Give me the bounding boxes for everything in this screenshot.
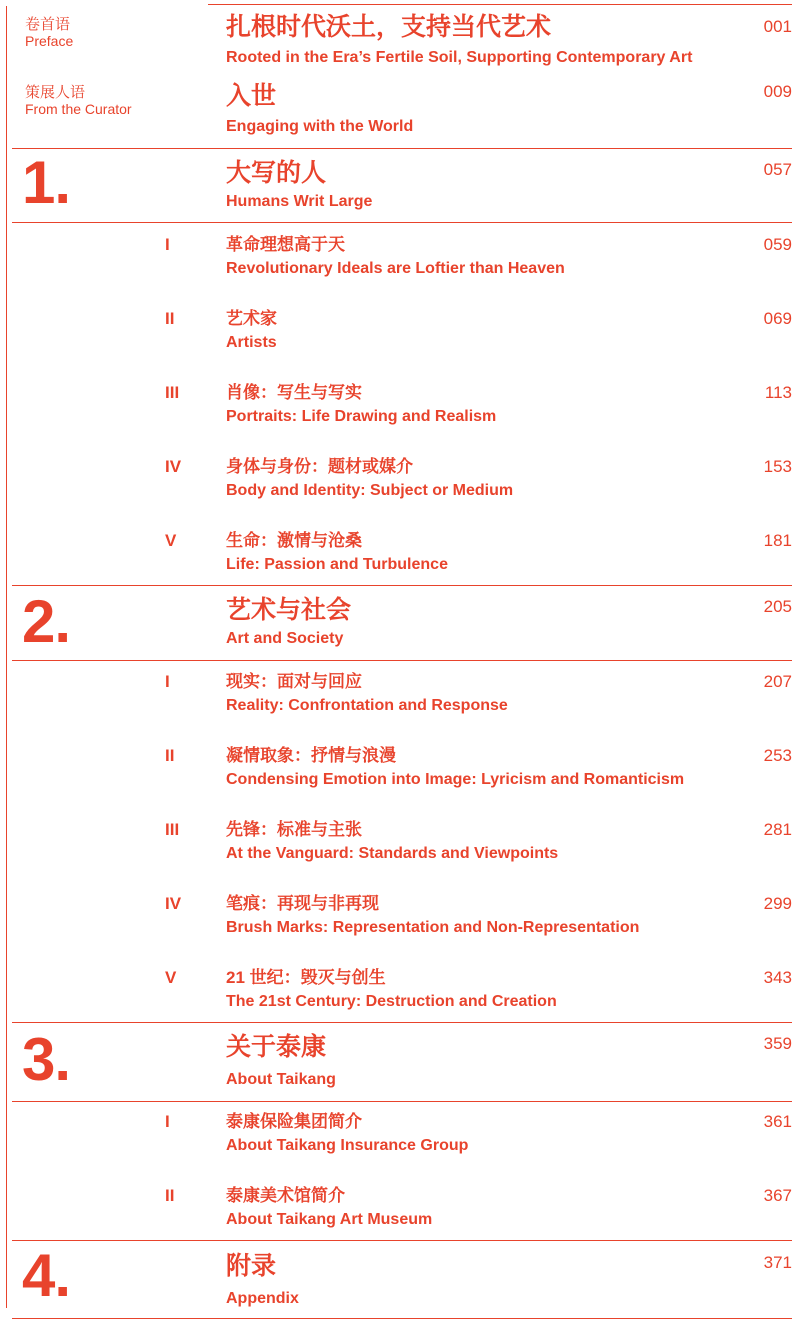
chapter-title-en: Brush Marks: Representation and Non-Representation bbox=[226, 919, 640, 936]
chapter-title-zh: 革命理想高于天 bbox=[226, 235, 345, 254]
section-title-zh: 附录 bbox=[226, 1252, 277, 1280]
preface-title-en: Rooted in the Era’s Fertile Soil, Supporting Contemporary Art bbox=[226, 49, 693, 66]
chapter-title-zh: 身体与身份：题材或媒介 bbox=[226, 457, 413, 476]
chapter-numeral: III bbox=[165, 820, 180, 839]
chapter-title-zh: 笔痕：再现与非再现 bbox=[226, 894, 379, 913]
section-page: 359 bbox=[763, 1034, 792, 1053]
chapter-entry[interactable] bbox=[226, 308, 277, 353]
chapter-title-zh: 泰康美术馆简介 bbox=[226, 1186, 345, 1205]
section-number: 2. bbox=[22, 588, 71, 655]
preface-label bbox=[25, 16, 73, 49]
chapter-entry[interactable] bbox=[226, 967, 557, 1012]
chapter-title-en: About Taikang Art Museum bbox=[226, 1211, 433, 1228]
section-page: 205 bbox=[763, 597, 792, 616]
chapter-page: 343 bbox=[763, 968, 792, 987]
section-title-en: Art and Society bbox=[226, 630, 344, 647]
section-title-en: About Taikang bbox=[226, 1071, 336, 1088]
section-divider bbox=[12, 660, 792, 661]
section-title-zh: 艺术与社会 bbox=[226, 596, 352, 624]
chapter-entry[interactable] bbox=[226, 234, 565, 279]
section-divider bbox=[12, 148, 792, 149]
section-divider bbox=[12, 222, 792, 223]
chapter-title-en: Portraits: Life Drawing and Realism bbox=[226, 408, 497, 425]
chapter-title-zh: 泰康保险集团简介 bbox=[226, 1112, 362, 1131]
section-divider bbox=[12, 1101, 792, 1102]
section-title-en: Appendix bbox=[226, 1290, 299, 1307]
curator-page: 009 bbox=[763, 82, 792, 101]
chapter-title-en: About Taikang Insurance Group bbox=[226, 1137, 469, 1154]
chapter-title-zh: 艺术家 bbox=[226, 309, 277, 328]
chapter-numeral: IV bbox=[165, 457, 182, 476]
chapter-title-zh: 先锋：标准与主张 bbox=[226, 820, 362, 839]
chapter-numeral: I bbox=[165, 235, 170, 254]
chapter-numeral: II bbox=[165, 746, 175, 765]
chapter-entry[interactable] bbox=[226, 530, 448, 575]
section-title-zh: 大写的人 bbox=[226, 159, 327, 187]
curator-label-en: From the Curator bbox=[25, 101, 132, 117]
preface-title-zh: 扎根时代沃土，支持当代艺术 bbox=[226, 13, 552, 41]
chapter-title-en: Revolutionary Ideals are Loftier than Heaven bbox=[226, 260, 565, 277]
chapter-title-en: Condensing Emotion into Image: Lyricism and Romanticism bbox=[226, 771, 685, 788]
chapter-title-en: Life: Passion and Turbulence bbox=[226, 556, 448, 573]
chapter-title-en: Reality: Confrontation and Response bbox=[226, 697, 508, 714]
left-rule bbox=[6, 6, 7, 1308]
curator-label bbox=[25, 84, 132, 117]
chapter-title-zh: 21 世纪：毁灭与创生 bbox=[226, 968, 386, 987]
chapter-entry[interactable] bbox=[226, 671, 508, 716]
chapter-title-en: The 21st Century: Destruction and Creation bbox=[226, 993, 557, 1010]
section-page: 371 bbox=[763, 1253, 792, 1272]
section-divider bbox=[12, 585, 792, 586]
section-2-entry[interactable] bbox=[226, 595, 351, 649]
chapter-page: 059 bbox=[763, 235, 792, 254]
section-3-entry[interactable] bbox=[226, 1032, 336, 1090]
chapter-title-zh: 生命：激情与沧桑 bbox=[226, 531, 362, 550]
chapter-numeral: I bbox=[165, 1112, 170, 1131]
section-page: 057 bbox=[763, 160, 792, 179]
chapter-title-en: Body and Identity: Subject or Medium bbox=[226, 482, 514, 499]
chapter-page: 281 bbox=[763, 820, 792, 839]
chapter-entry[interactable] bbox=[226, 456, 513, 501]
chapter-page: 361 bbox=[763, 1112, 792, 1131]
preface-label-zh: 卷首语 bbox=[25, 16, 71, 33]
section-number: 4. bbox=[22, 1242, 71, 1309]
chapter-page: 069 bbox=[763, 309, 792, 328]
section-4-entry[interactable] bbox=[226, 1251, 299, 1309]
chapter-entry[interactable] bbox=[226, 1111, 468, 1156]
preface-page: 001 bbox=[763, 17, 792, 36]
curator-label-zh: 策展人语 bbox=[25, 84, 86, 101]
chapter-numeral: II bbox=[165, 309, 175, 328]
chapter-title-en: Artists bbox=[226, 334, 277, 351]
chapter-title-zh: 肖像：写生与写实 bbox=[226, 383, 362, 402]
curator-title-zh: 入世 bbox=[226, 82, 277, 110]
section-title-en: Humans Writ Large bbox=[226, 193, 373, 210]
section-divider bbox=[12, 1318, 792, 1319]
chapter-entry[interactable] bbox=[226, 382, 496, 427]
chapter-numeral: V bbox=[165, 968, 177, 987]
chapter-page: 253 bbox=[763, 746, 792, 765]
chapter-entry[interactable] bbox=[226, 745, 684, 790]
chapter-page: 207 bbox=[763, 672, 792, 691]
chapter-title-en: At the Vanguard: Standards and Viewpoints bbox=[226, 845, 559, 862]
chapter-page: 153 bbox=[763, 457, 792, 476]
chapter-title-zh: 现实：面对与回应 bbox=[226, 672, 362, 691]
preface-entry[interactable] bbox=[226, 12, 692, 68]
top-rule bbox=[208, 4, 792, 5]
curator-entry[interactable] bbox=[226, 81, 413, 137]
chapter-numeral: IV bbox=[165, 894, 182, 913]
curator-title-en: Engaging with the World bbox=[226, 118, 414, 135]
chapter-page: 367 bbox=[763, 1186, 792, 1205]
chapter-numeral: V bbox=[165, 531, 177, 550]
section-1-entry[interactable] bbox=[226, 158, 372, 212]
chapter-numeral: I bbox=[165, 672, 170, 691]
chapter-title-zh: 凝情取象：抒情与浪漫 bbox=[226, 746, 396, 765]
chapter-page: 181 bbox=[763, 531, 792, 550]
chapter-page: 299 bbox=[763, 894, 792, 913]
section-divider bbox=[12, 1022, 792, 1023]
preface-label-en: Preface bbox=[25, 33, 74, 49]
chapter-entry[interactable] bbox=[226, 1185, 432, 1230]
chapter-numeral: III bbox=[165, 383, 180, 402]
chapter-entry[interactable] bbox=[226, 819, 558, 864]
chapter-page: 113 bbox=[764, 383, 792, 402]
section-title-zh: 关于泰康 bbox=[226, 1033, 327, 1061]
section-number: 1. bbox=[22, 149, 71, 216]
chapter-numeral: II bbox=[165, 1186, 175, 1205]
section-number: 3. bbox=[22, 1026, 71, 1093]
chapter-entry[interactable] bbox=[226, 893, 639, 938]
section-divider bbox=[12, 1240, 792, 1241]
